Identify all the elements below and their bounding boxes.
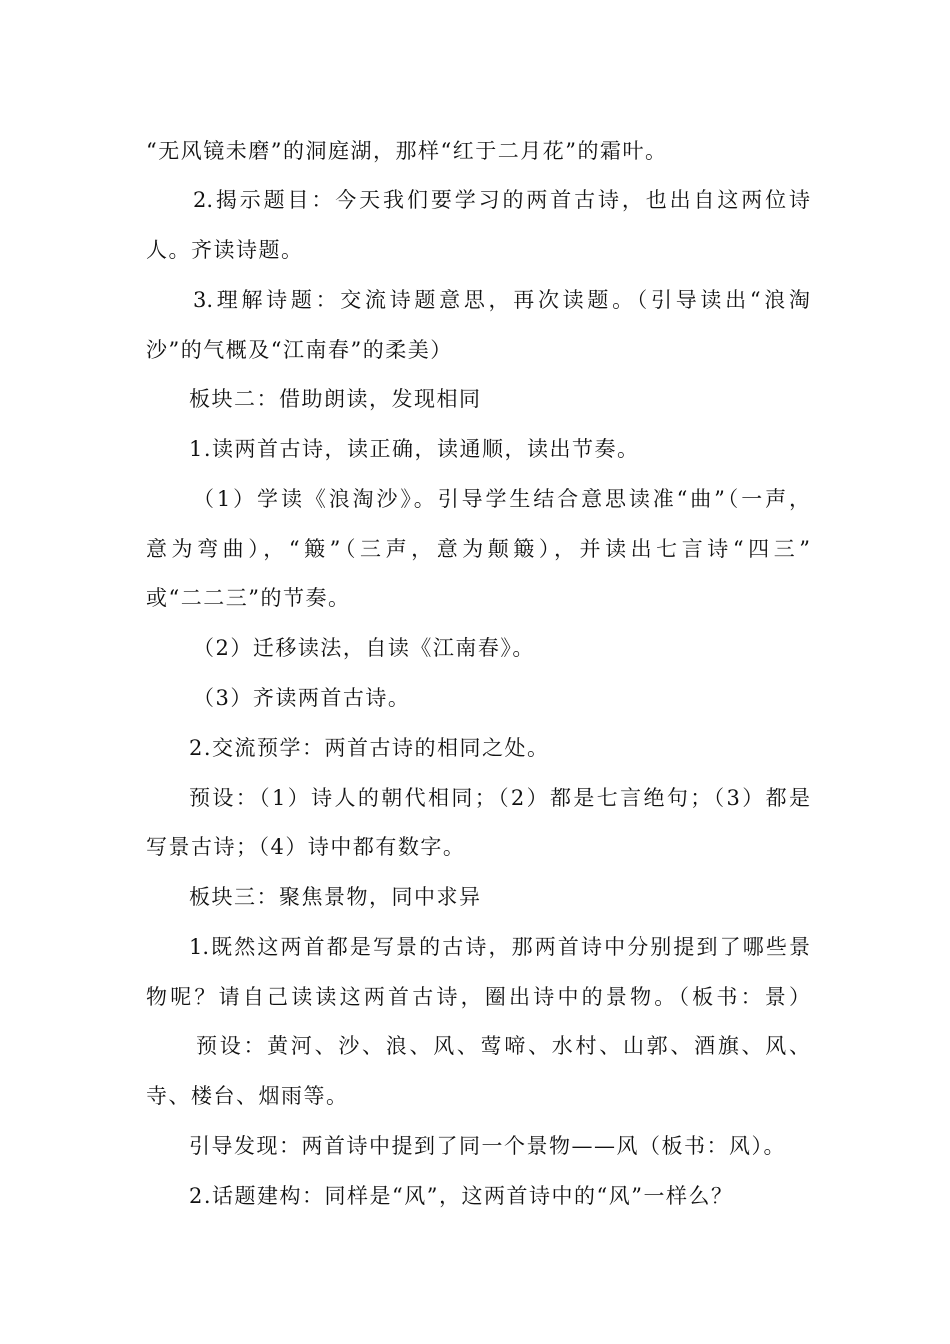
text-line-11: （2）迁移读法，自读《江南春》。 xyxy=(193,636,535,660)
text-line-7: 1.读两首古诗，读正确，读通顺，读出节奏。 xyxy=(189,437,640,461)
section-heading-2: 板块二：借助朗读，发现相同 xyxy=(189,387,482,411)
text-line-20: 寺、楼台、烟雨等。 xyxy=(146,1084,349,1108)
text-line-14: 预设：（1）诗人的朝代相同；（2）都是七言绝句；（3）都是 xyxy=(189,786,810,810)
text-line-12: （3）齐读两首古诗。 xyxy=(193,686,411,710)
text-line-1: “无风镜未磨”的洞庭湖，那样“红于二月花”的霜叶。 xyxy=(146,139,668,163)
text-line-8: （1）学读《浪淘沙》。引导学生结合意思读准“曲”（一声， xyxy=(193,487,810,511)
section-heading-3: 板块三：聚焦景物，同中求异 xyxy=(189,885,482,909)
text-line-15: 写景古诗；（4）诗中都有数字。 xyxy=(146,835,466,859)
text-line-17: 1.既然这两首都是写景的古诗，那两首诗中分别提到了哪些景 xyxy=(189,935,810,959)
text-line-2: 2.揭示题目：今天我们要学习的两首古诗，也出自这两位诗 xyxy=(193,188,810,212)
text-line-22: 2.话题建构：同样是“风”，这两首诗中的“风”一样么？ xyxy=(189,1184,734,1208)
text-line-21: 引导发现：两首诗中提到了同一个景物——风（板书：风）。 xyxy=(189,1134,786,1158)
text-line-13: 2.交流预学：两首古诗的相同之处。 xyxy=(189,736,550,760)
text-line-10: 或“二二三”的节奏。 xyxy=(146,586,351,610)
text-line-9: 意为弯曲），“簸”（三声，意为颠簸），并读出七言诗“四三” xyxy=(146,537,810,561)
text-line-19: 预设：黄河、沙、浪、风、莺啼、水村、山郭、酒旗、风、 xyxy=(196,1034,810,1058)
text-line-5: 沙”的气概及“江南春”的柔美） xyxy=(146,338,453,362)
text-line-18: 物呢？请自己读读这两首古诗，圈出诗中的景物。（板书：景） xyxy=(146,985,810,1009)
text-line-4: 3.理解诗题：交流诗题意思，再次读题。（引导读出“浪淘 xyxy=(193,288,810,312)
text-line-3: 人。齐读诗题。 xyxy=(146,238,304,262)
